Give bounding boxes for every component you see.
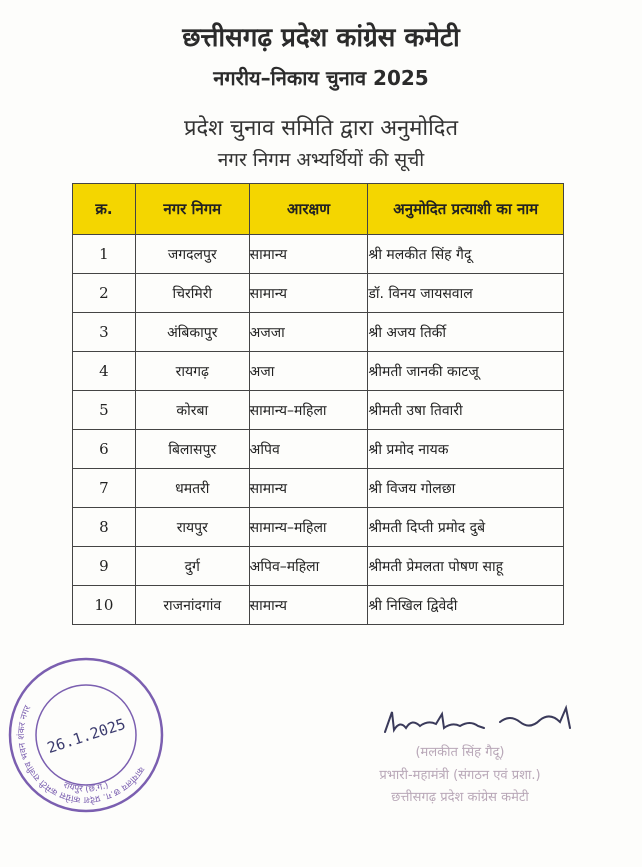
list-title: नगर निगम अभ्यर्थियों की सूची <box>217 149 425 171</box>
serial-cell: 3 <box>73 313 136 352</box>
signatory-org: छत्तीसगढ़ प्रदेश कांग्रेस कमेटी <box>391 790 529 805</box>
office-stamp <box>6 655 166 815</box>
table-row <box>73 430 564 469</box>
candidate-cell: श्रीमती प्रेमलता पोषण साहू <box>368 547 564 586</box>
svg-text:कार्यालय छ.ग. प्रदेश कांग्रेस <box>6 700 147 815</box>
reservation-cell: सामान्य <box>249 274 368 313</box>
table-row <box>73 469 564 508</box>
serial-cell: 8 <box>73 508 136 547</box>
corporation-cell: रायपुर <box>135 508 249 547</box>
reservation-cell: सामान्य <box>249 235 368 274</box>
stamp-date: 26.1.2025 <box>44 714 128 758</box>
candidate-cell: श्री प्रमोद नायक <box>368 430 564 469</box>
candidate-cell: डॉ. विनय जायसवाल <box>368 274 564 313</box>
signatory-name: (मलकीत सिंह गैदू) <box>415 745 505 760</box>
candidate-cell: श्रीमती दिप्ती प्रमोद दुबे <box>368 508 564 547</box>
corporation-cell: धमतरी <box>135 469 249 508</box>
candidate-cell: श्री विजय गोलछा <box>368 469 564 508</box>
candidate-cell: श्री अजय तिर्की <box>368 313 564 352</box>
corporation-cell: कोरबा <box>135 391 249 430</box>
reservation-cell: सामान्य–महिला <box>249 508 368 547</box>
table-row <box>73 313 564 352</box>
candidate-table <box>72 183 564 625</box>
stamp-bottom-text: रायपुर (छ.ग.) <box>62 780 111 795</box>
signatory-designation: प्रभारी-महामंत्री (संगठन एवं प्रशा.) <box>379 768 541 783</box>
candidate-cell: श्री मलकीत सिंह गैदू <box>368 235 564 274</box>
candidate-cell: श्रीमती उषा तिवारी <box>368 391 564 430</box>
org-title: छत्तीसगढ़ प्रदेश कांग्रेस कमेटी <box>182 23 460 53</box>
candidate-cell: श्री निखिल द्विवेदी <box>368 586 564 625</box>
reservation-cell: अजजा <box>249 313 368 352</box>
corporation-cell: चिरमिरी <box>135 274 249 313</box>
election-title: नगरीय–निकाय चुनाव 2025 <box>213 66 429 90</box>
serial-cell: 4 <box>73 352 136 391</box>
table-row <box>73 274 564 313</box>
corporation-cell: दुर्ग <box>135 547 249 586</box>
reservation-cell: अजा <box>249 352 368 391</box>
corporation-cell: रायगढ़ <box>135 352 249 391</box>
col-header-reservation: आरक्षण <box>249 184 368 235</box>
serial-cell: 1 <box>73 235 136 274</box>
reservation-cell: अपिव–महिला <box>249 547 368 586</box>
serial-cell: 10 <box>73 586 136 625</box>
table-row <box>73 508 564 547</box>
approval-line: प्रदेश चुनाव समिति द्वारा अनुमोदित <box>183 116 459 141</box>
table-row <box>73 547 564 586</box>
table-row <box>73 391 564 430</box>
table-row <box>73 235 564 274</box>
table-row <box>73 352 564 391</box>
col-header-candidate: अनुमोदित प्रत्याशी का नाम <box>368 184 564 235</box>
serial-cell: 7 <box>73 469 136 508</box>
reservation-cell: अपिव <box>249 430 368 469</box>
col-header-serial: क्र. <box>73 184 136 235</box>
corporation-cell: बिलासपुर <box>135 430 249 469</box>
stamp-ring-text: कार्यालय छ.ग. प्रदेश कांग्रेस कमेटी राजीव भवन शंकर नगर <box>16 704 146 805</box>
corporation-cell: राजनांदगांव <box>135 586 249 625</box>
serial-cell: 9 <box>73 547 136 586</box>
col-header-corporation: नगर निगम <box>135 184 249 235</box>
reservation-cell: सामान्य–महिला <box>249 391 368 430</box>
signature-mark <box>380 700 590 740</box>
reservation-cell: सामान्य <box>249 469 368 508</box>
table-row <box>73 586 564 625</box>
serial-cell: 5 <box>73 391 136 430</box>
corporation-cell: जगदलपुर <box>135 235 249 274</box>
reservation-cell: सामान्य <box>249 586 368 625</box>
table-header-row <box>73 184 564 235</box>
serial-cell: 2 <box>73 274 136 313</box>
corporation-cell: अंबिकापुर <box>135 313 249 352</box>
candidate-cell: श्रीमती जानकी काटजू <box>368 352 564 391</box>
serial-cell: 6 <box>73 430 136 469</box>
